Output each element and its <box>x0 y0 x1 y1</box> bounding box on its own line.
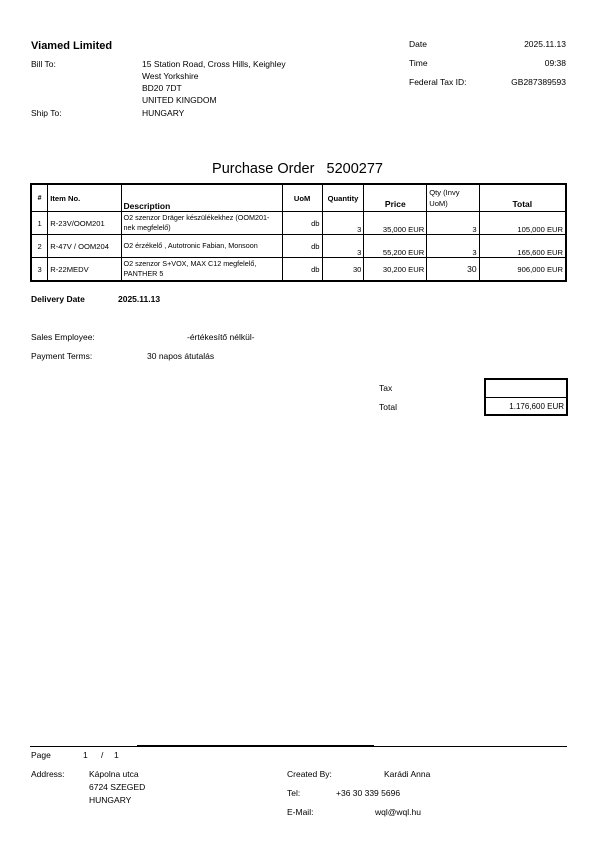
bill-to-line-2: West Yorkshire <box>142 71 199 81</box>
sales-employee-value: -értékesítő nélkül- <box>187 332 255 342</box>
email-label: E-Mail: <box>287 807 314 817</box>
total-value: 1.176,600 EUR <box>484 397 568 416</box>
tax-label: Tax <box>379 383 393 393</box>
row-qty-invy: 30 <box>427 258 479 282</box>
payment-terms-value: 30 napos átutalás <box>147 351 215 361</box>
sales-employee-label: Sales Employee: <box>31 332 95 342</box>
row-quantity: 3 <box>322 235 364 258</box>
delivery-date-value: 2025.11.13 <box>118 294 161 304</box>
created-by-value: Karádi Anna <box>384 769 431 779</box>
row-num: 3 <box>31 258 48 282</box>
qty-invy-line-2: UoM) <box>429 199 448 208</box>
company-name: Viamed Limited <box>31 40 113 52</box>
table-row <box>31 235 566 258</box>
qty-invy-line-1: Qty (Invy <box>429 188 460 197</box>
table-row <box>31 212 566 235</box>
row-item-no: R-23V/OOM201 <box>48 212 121 235</box>
page-separator: / <box>101 750 104 760</box>
row-total: 906,000 EUR <box>479 258 566 282</box>
date-value: 2025.11.13 <box>524 39 566 49</box>
row-item-no: R-22MEDV <box>48 258 121 282</box>
row-item-no: R-47V / OOM204 <box>48 235 121 258</box>
address-line-3: HUNGARY <box>89 795 132 805</box>
row-price: 35,000 EUR <box>364 212 427 235</box>
row-num: 2 <box>31 235 48 258</box>
row-uom: db <box>282 212 322 235</box>
row-description: O2 érzékelő , Autotronic Fabian, Monsoon <box>121 235 282 258</box>
email-value: wql@wql.hu <box>375 807 421 817</box>
row-quantity: 30 <box>322 258 364 282</box>
created-by-label: Created By: <box>287 769 332 779</box>
delivery-date-label: Delivery Date <box>31 294 85 304</box>
tax-id-label: Federal Tax ID: <box>409 77 467 87</box>
tel-value: +36 30 339 5696 <box>336 788 401 798</box>
bill-to-line-3: BD20 7DT <box>142 83 182 93</box>
footer-divider-accent <box>137 745 374 747</box>
row-uom: db <box>282 235 322 258</box>
row-qty-invy: 3 <box>427 235 479 258</box>
page-label: Page <box>31 750 51 760</box>
items-table <box>30 183 567 282</box>
row-quantity: 3 <box>322 212 364 235</box>
row-num: 1 <box>31 212 48 235</box>
ship-to-value: HUNGARY <box>142 108 185 118</box>
time-value: 09:38 <box>544 58 566 68</box>
bill-to-line-4: UNITED KINGDOM <box>142 95 217 105</box>
payment-terms-label: Payment Terms: <box>31 351 93 361</box>
col-header-price: Price <box>364 184 427 212</box>
col-header-item: Item No. <box>48 184 121 212</box>
bill-to-line-1: 15 Station Road, Cross Hills, Keighley <box>142 59 286 69</box>
table-row <box>31 258 566 282</box>
date-label: Date <box>409 39 427 49</box>
row-qty-invy: 3 <box>427 212 479 235</box>
address-line-1: Kápolna utca <box>89 769 139 779</box>
row-price: 55,200 EUR <box>364 235 427 258</box>
title-text: Purchase Order <box>212 161 315 177</box>
tax-id-value: GB287389593 <box>511 77 566 87</box>
col-header-total: Total <box>479 184 566 212</box>
ship-to-label: Ship To: <box>31 108 62 118</box>
row-description: O2 szenzor Dräger készülékekhez (OOM201-nek megfelelő) <box>121 212 282 235</box>
page-number: 1 <box>83 750 88 760</box>
col-header-description: Description <box>121 184 282 212</box>
address-line-2: 6724 SZEGED <box>89 782 146 792</box>
row-description: O2 szenzor S+VOX, MAX C12 megfelelő, PANTHER 5 <box>121 258 282 282</box>
page-count: 1 <box>114 750 119 760</box>
row-total: 105,000 EUR <box>479 212 566 235</box>
address-label: Address: <box>31 769 65 779</box>
row-total: 165,600 EUR <box>479 235 566 258</box>
col-header-num: # <box>31 184 48 212</box>
col-header-uom: UoM <box>282 184 322 212</box>
table-header-row <box>31 184 566 212</box>
total-label: Total <box>379 402 397 412</box>
col-header-quantity: Quantity <box>322 184 364 212</box>
po-number: 5200277 <box>326 161 383 177</box>
row-price: 30,200 EUR <box>364 258 427 282</box>
bill-to-label: Bill To: <box>31 59 56 69</box>
tax-value <box>484 378 568 398</box>
row-uom: db <box>282 258 322 282</box>
page-title <box>0 161 595 177</box>
col-header-qty-invy <box>427 184 479 212</box>
tel-label: Tel: <box>287 788 301 798</box>
time-label: Time <box>409 58 428 68</box>
